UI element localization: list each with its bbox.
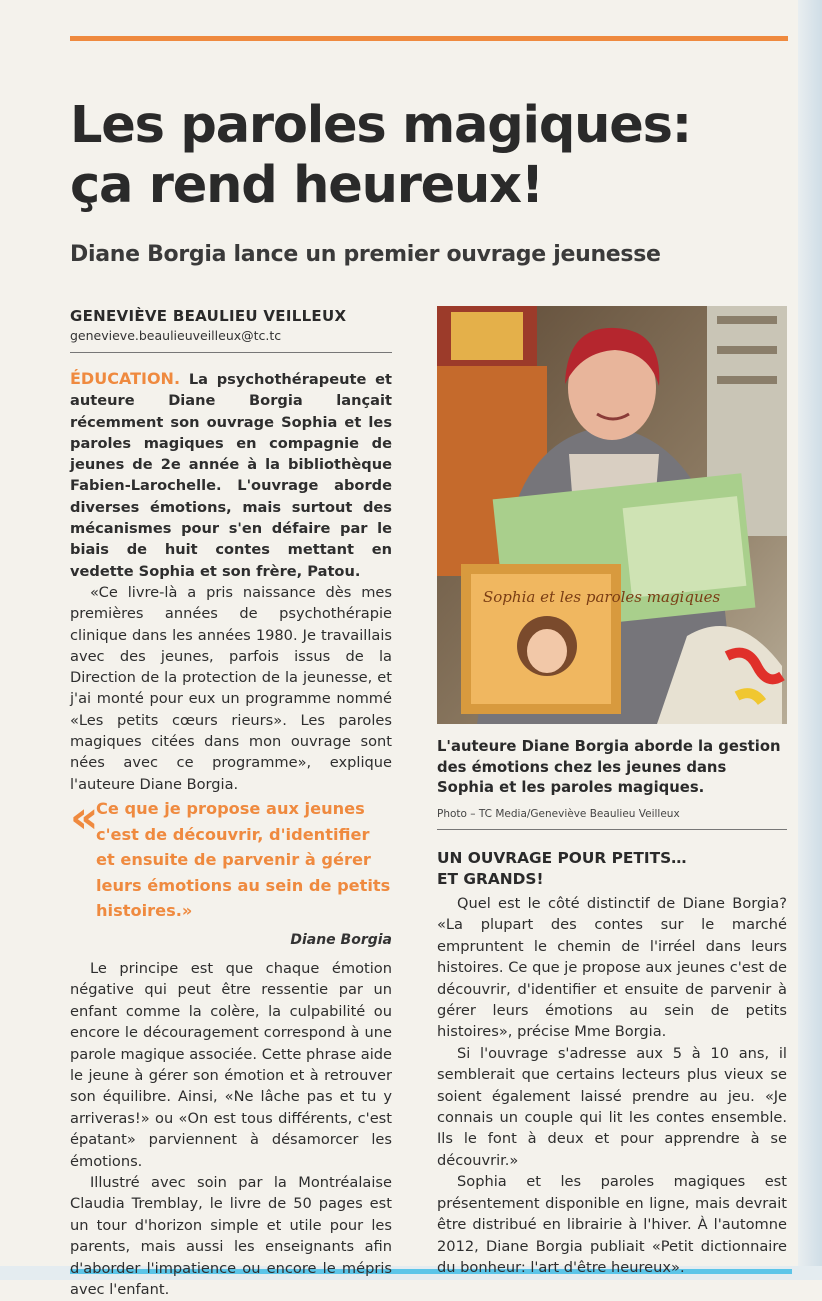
article-column-right bbox=[437, 893, 787, 1278]
page-edge-right bbox=[798, 0, 822, 1280]
photo-caption: L'auteure Diane Borgia aborde la gestion des émotions chez les jeunes dans Sophia et les paroles magiques. bbox=[437, 738, 781, 796]
body-paragraph-3: Illustré avec soin par la Montréalaise Claudia Tremblay, le livre de 50 pages est un tour d'horizon simple et utile pour les parents, mais aussi les enseignants afin d'aborder l'impatience ou encore le mépris avec l'enfant. bbox=[70, 1174, 392, 1299]
subheadline: Diane Borgia lance un premier ouvrage jeunesse bbox=[70, 242, 661, 267]
sidebar-heading bbox=[437, 848, 787, 890]
lede-paragraph bbox=[70, 368, 392, 582]
book-cover-title: Sophia et les paroles magiques bbox=[483, 588, 721, 606]
pull-quote-attribution: Diane Borgia bbox=[290, 931, 392, 948]
sidebar-heading-line-2: ET GRANDS! bbox=[437, 870, 544, 888]
orange-top-rule bbox=[70, 36, 788, 41]
byline-email[interactable]: genevieve.beaulieuveilleux@tc.tc bbox=[70, 328, 282, 343]
sidebar-heading-line-1: UN OUVRAGE POUR PETITS… bbox=[437, 849, 687, 867]
headline-line-1: Les paroles magiques: bbox=[70, 96, 691, 155]
article-column-left bbox=[70, 368, 392, 795]
pull-quote bbox=[70, 792, 392, 948]
quote-mark-icon: « bbox=[70, 792, 99, 843]
photo-illustration bbox=[437, 306, 787, 724]
lede-text: La psychothérapeute et auteure Diane Borgia lançait récemment son ouvrage Sophia et les paroles magiques en compagnie de jeunes de 2e année à la bibliothèque Fabien-Larochelle. L'ouvrage aborde diverses émotions, mais surtout des mécanismes pour s'en défaire par le biais de huit contes mettant en vedette Sophia et son frère, Patou. bbox=[70, 371, 392, 580]
sidebar-divider bbox=[437, 829, 787, 830]
byline-author: GENEVIÈVE BEAULIEU VEILLEUX bbox=[70, 307, 347, 325]
newspaper-page bbox=[70, 0, 788, 1299]
headline-line-2: ça rend heureux! bbox=[70, 156, 543, 215]
section-kicker: ÉDUCATION. bbox=[70, 369, 181, 388]
sidebar-paragraph-3: Sophia et les paroles magiques est présentement disponible en ligne, mais devrait être distribué en librairie à l'hiver. À l'automne 2012, Diane Borgia publiait «Petit dictionnaire du bonheur: l'art d'être heureux». bbox=[437, 1173, 787, 1276]
body-paragraph-2: Le principe est que chaque émotion négative qui peut être ressentie par un enfant comme la colère, la culpabilité ou encore le découragement correspond à une parole magique associée. Cette phrase aide le jeune à gérer son émotion et à retrouver son équilibre. Ainsi, «Ne lâche pas et tu y arriveras!» ou «On est tous différents, c'est épatant» parviennent à désamorcer les émotions. bbox=[70, 960, 392, 1170]
sidebar-paragraph-2: Si l'ouvrage s'adresse aux 5 à 10 ans, il semblerait que certains lecteurs plus vieux se soient également laissé prendre au jeu. «Je connais un couple qui lit les contes ensemble. Ils le font à deux et pour apprendre à se découvrir.» bbox=[437, 1044, 787, 1169]
article-column-left-lower bbox=[70, 958, 392, 1301]
headline bbox=[70, 96, 788, 216]
sidebar-paragraph-1: Quel est le côté distinctif de Diane Borgia? «La plupart des contes sur le marché empruntent le chemin de l'irréel dans leurs histoires. Ce que je propose aux jeunes c'est de découvrir, d'identifier et ensuite de parvenir à gérer leurs émotions au sein de petits histoires», précise Mme Borgia. bbox=[437, 895, 787, 1041]
body-paragraph-1: «Ce livre-là a pris naissance dès mes premières années de psychothérapie clinique dans les années 1980. Je travaillais avec des jeunes, parfois issus de la Direction de la protection de la jeunesse, et j'ai monté pour eux un programme nommé «Les petits cœurs rieurs». Les paroles magiques citées dans mon ouvrage sont nées avec ce programme», explique l'auteure Diane Borgia. bbox=[70, 583, 392, 793]
byline-divider bbox=[70, 352, 392, 353]
pull-quote-text: Ce que je propose aux jeunes c'est de découvrir, d'identifier et ensuite de parvenir à gérer leurs émotions au sein de petits histoires.» bbox=[96, 799, 391, 920]
author-photo bbox=[437, 306, 787, 724]
photo-credit: Photo – TC Media/Geneviève Beaulieu Veilleux bbox=[437, 808, 680, 820]
